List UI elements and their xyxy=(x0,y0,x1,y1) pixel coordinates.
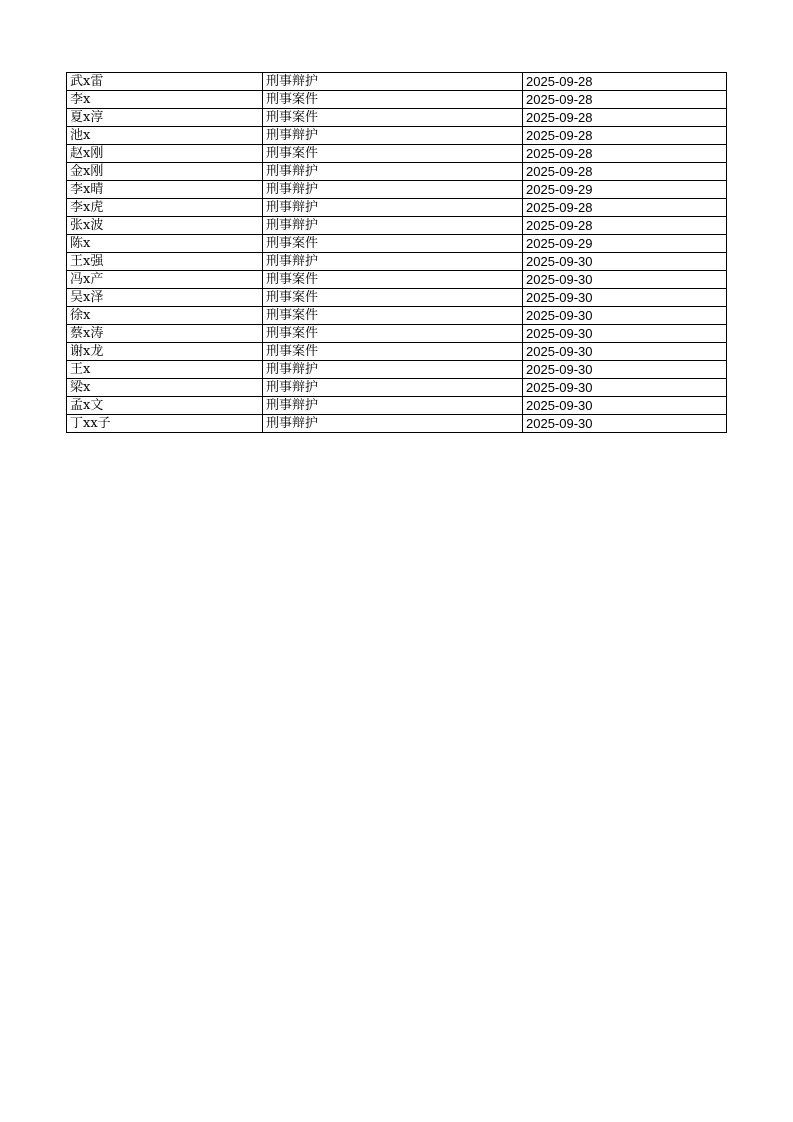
date-cell: 2025-09-28 xyxy=(523,91,727,109)
name-cell: 孟x文 xyxy=(67,397,263,415)
date-cell: 2025-09-30 xyxy=(523,361,727,379)
table-row xyxy=(67,397,727,415)
date-cell: 2025-09-28 xyxy=(523,127,727,145)
date-cell: 2025-09-29 xyxy=(523,181,727,199)
table-row xyxy=(67,361,727,379)
table-row xyxy=(67,415,727,433)
case-type-cell: 刑事辩护 xyxy=(263,181,523,199)
date-cell: 2025-09-30 xyxy=(523,415,727,433)
case-type-cell: 刑事辩护 xyxy=(263,397,523,415)
table-row xyxy=(67,145,727,163)
records-table-body xyxy=(67,73,727,433)
name-cell: 王x xyxy=(67,361,263,379)
name-cell: 张x波 xyxy=(67,217,263,235)
table-row xyxy=(67,325,727,343)
table-row xyxy=(67,109,727,127)
date-cell: 2025-09-30 xyxy=(523,307,727,325)
case-type-cell: 刑事案件 xyxy=(263,235,523,253)
date-cell: 2025-09-30 xyxy=(523,253,727,271)
table-row xyxy=(67,73,727,91)
table-row xyxy=(67,91,727,109)
table-row xyxy=(67,127,727,145)
name-cell: 蔡x涛 xyxy=(67,325,263,343)
case-type-cell: 刑事辩护 xyxy=(263,379,523,397)
name-cell: 武x雷 xyxy=(67,73,263,91)
name-cell: 金x刚 xyxy=(67,163,263,181)
name-cell: 冯x产 xyxy=(67,271,263,289)
date-cell: 2025-09-28 xyxy=(523,73,727,91)
date-cell: 2025-09-30 xyxy=(523,325,727,343)
name-cell: 王x强 xyxy=(67,253,263,271)
case-type-cell: 刑事案件 xyxy=(263,109,523,127)
date-cell: 2025-09-30 xyxy=(523,289,727,307)
case-type-cell: 刑事辩护 xyxy=(263,127,523,145)
case-type-cell: 刑事案件 xyxy=(263,271,523,289)
name-cell: 陈x xyxy=(67,235,263,253)
case-type-cell: 刑事案件 xyxy=(263,343,523,361)
case-type-cell: 刑事辩护 xyxy=(263,253,523,271)
table-row xyxy=(67,307,727,325)
case-type-cell: 刑事案件 xyxy=(263,307,523,325)
name-cell: 吴x泽 xyxy=(67,289,263,307)
records-table xyxy=(66,72,727,433)
case-type-cell: 刑事案件 xyxy=(263,289,523,307)
table-row xyxy=(67,181,727,199)
table-row xyxy=(67,379,727,397)
name-cell: 丁xx子 xyxy=(67,415,263,433)
date-cell: 2025-09-30 xyxy=(523,271,727,289)
date-cell: 2025-09-30 xyxy=(523,379,727,397)
case-type-cell: 刑事案件 xyxy=(263,145,523,163)
table-row xyxy=(67,289,727,307)
table-row xyxy=(67,235,727,253)
name-cell: 徐x xyxy=(67,307,263,325)
table-row xyxy=(67,217,727,235)
table-row xyxy=(67,343,727,361)
date-cell: 2025-09-29 xyxy=(523,235,727,253)
case-type-cell: 刑事辩护 xyxy=(263,199,523,217)
name-cell: 李x xyxy=(67,91,263,109)
case-type-cell: 刑事案件 xyxy=(263,325,523,343)
case-type-cell: 刑事辩护 xyxy=(263,361,523,379)
date-cell: 2025-09-28 xyxy=(523,199,727,217)
name-cell: 夏x淳 xyxy=(67,109,263,127)
case-type-cell: 刑事案件 xyxy=(263,91,523,109)
date-cell: 2025-09-30 xyxy=(523,397,727,415)
name-cell: 李x虎 xyxy=(67,199,263,217)
name-cell: 池x xyxy=(67,127,263,145)
table-row xyxy=(67,163,727,181)
name-cell: 赵x刚 xyxy=(67,145,263,163)
date-cell: 2025-09-28 xyxy=(523,145,727,163)
table-row xyxy=(67,199,727,217)
case-type-cell: 刑事辩护 xyxy=(263,163,523,181)
table-row xyxy=(67,253,727,271)
name-cell: 李x晴 xyxy=(67,181,263,199)
date-cell: 2025-09-28 xyxy=(523,163,727,181)
name-cell: 谢x龙 xyxy=(67,343,263,361)
table-row xyxy=(67,271,727,289)
case-type-cell: 刑事辩护 xyxy=(263,73,523,91)
date-cell: 2025-09-28 xyxy=(523,109,727,127)
name-cell: 梁x xyxy=(67,379,263,397)
case-type-cell: 刑事辩护 xyxy=(263,415,523,433)
date-cell: 2025-09-30 xyxy=(523,343,727,361)
date-cell: 2025-09-28 xyxy=(523,217,727,235)
case-type-cell: 刑事辩护 xyxy=(263,217,523,235)
